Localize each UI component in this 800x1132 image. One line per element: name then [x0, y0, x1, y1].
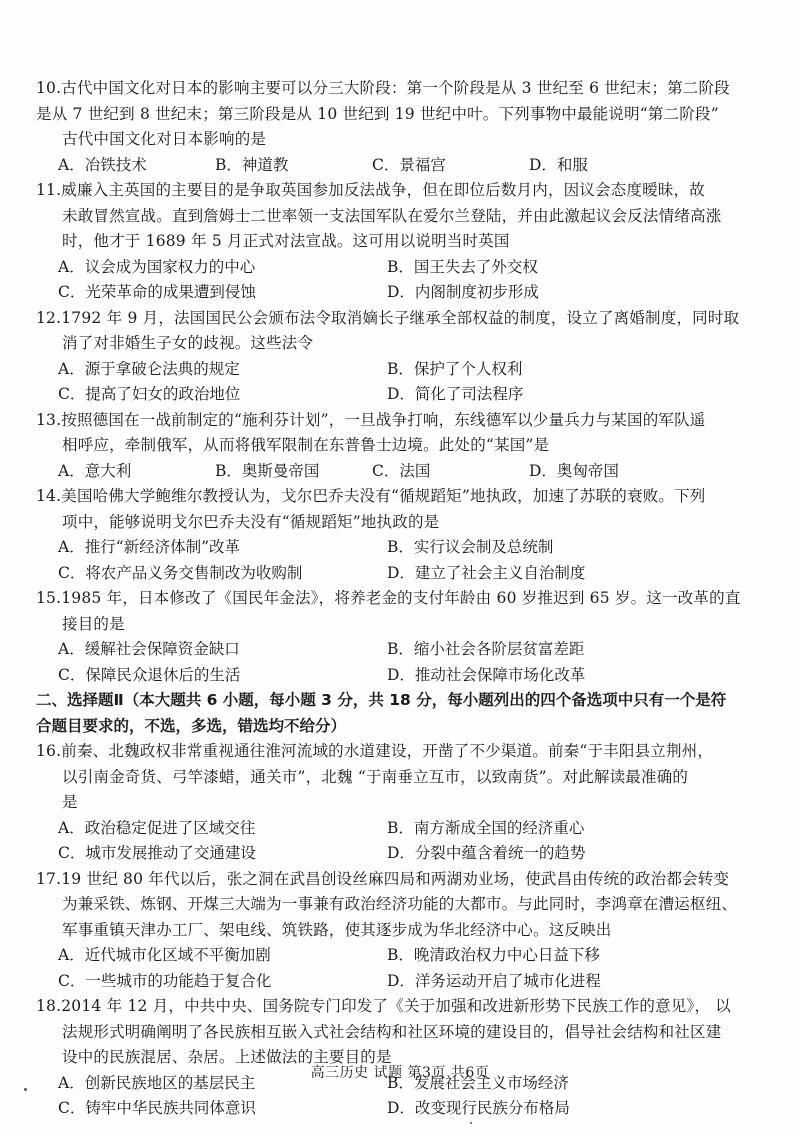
question-text-line: 接目的是: [62, 614, 125, 633]
question-text-line: 11.威廉入主英国的主要目的是争取英国参加反法战争，但在即位后数月内，因议会态度暧昧，故: [36, 181, 705, 199]
option-a: A．政治稳定促进了区域交往: [58, 818, 256, 837]
question-text-line: 17.19 世纪 80 年代以后，张之洞在武昌创设丝麻四局和两湖劝业场，使武昌由传统的政治都会转变: [36, 869, 730, 888]
options-row: [36, 561, 776, 587]
option-a: A．议会成为国家权力的中心: [58, 257, 256, 276]
question-text-line: 为兼采铁、炼钢、开煤三大端为一事兼有政治经济功能的大都市。与此同时，李鸿章在漕运枢纽、: [62, 895, 738, 913]
option-d: D．推动社会保障市场化改革: [387, 665, 586, 684]
option-a: A．源于拿破仑法典的规定: [58, 359, 240, 378]
option-d: D．改变现行民族分布格局: [387, 1099, 570, 1117]
question-11: [36, 178, 776, 306]
option-a: A．创新民族地区的基层民主: [58, 1073, 256, 1092]
question-text-line: 未敢冒然宣战。直到詹姆士二世率领一支法国军队在爱尔兰登陆，并由此激起议会反法情绪高涨: [62, 206, 722, 225]
question-text-line: 军事重镇天津办工厂、架电线、筑铁路，使其逐步成为华北经济中心。这反映出: [62, 920, 612, 939]
option-a: A．推行“新经济体制”改革: [58, 538, 241, 556]
option-b: B．国王失去了外交权: [387, 257, 538, 276]
question-text-line: 项中，能够说明戈尔巴乔夫没有“循规蹈矩”地执政的是: [62, 512, 440, 531]
page-footer: 高三历史 试题 第3页 共6页: [310, 1065, 490, 1081]
question-text-line: 是: [62, 793, 78, 811]
option-d: D．和服: [529, 155, 588, 174]
section-heading-line: 二、选择题Ⅱ（本大题共 6 小题，每小题 3 分，共 18 分，每小题列出的四个备选项中只有一个是符: [36, 691, 727, 709]
question-text-line: 是从 7 世纪到 8 世纪末；第三阶段是从 10 世纪到 19 世纪中叶。下列事物中最能说明“第二阶段”: [36, 104, 719, 123]
option-a: A．意大利: [58, 461, 132, 480]
question-text-line: 相呼应，牵制俄军，从而将俄军限制在东普鲁士边境。此处的“某国”是: [62, 436, 550, 454]
options-row: [36, 1096, 776, 1122]
question-14: [36, 484, 776, 586]
option-b: B．神道教: [215, 155, 289, 174]
options-row: [36, 382, 776, 408]
option-a: A．缓解社会保障资金缺口: [58, 640, 240, 658]
option-c: C．铸牢中华民族共同体意识: [58, 1099, 256, 1117]
option-d: D．洋务运动开启了城市化进程: [387, 971, 601, 990]
question-15: [36, 586, 776, 688]
option-b: B．缩小社会各阶层贫富差距: [387, 640, 585, 658]
option-b: B．实行议会制及总统制: [387, 538, 554, 556]
question-text-line: 法规形式明确阐明了各民族相互嵌入式社会结构和社区环境的建设目的，倡导社会结构和社区建: [62, 1022, 722, 1041]
option-a: A．冶铁技术: [58, 155, 147, 174]
scan-speck: [24, 1088, 27, 1091]
option-c: C．提高了妇女的政治地位: [58, 385, 241, 403]
option-d: D．简化了司法程序: [387, 385, 524, 403]
question-text-line: 古代中国文化对日本影响的是: [62, 130, 267, 148]
question-12: [36, 306, 776, 408]
question-text-line: 15.1985 年，日本修改了《国民年金法》，将养老金的支付年龄由 60 岁推迟到 65 岁。这一改革的直: [36, 589, 741, 607]
option-b: B．发展社会主义市场经济: [387, 1073, 569, 1092]
options-row: [36, 280, 776, 306]
question-text-line: 12.1792 年 9 月，法国国民公会颁布法令取消嫡长子继承全部权益的制度，设立了离婚制度，同时取: [36, 308, 740, 327]
section-heading: [36, 688, 776, 739]
options-row: [36, 969, 776, 995]
option-c: C．保障民众退休后的生活: [58, 665, 241, 684]
options-row: [36, 459, 776, 485]
question-10: [36, 76, 776, 178]
options-row: [36, 663, 776, 689]
option-c: C．法国: [372, 461, 431, 480]
option-c: C．城市发展推动了交通建设: [58, 844, 256, 862]
option-d: D．分裂中蕴含着统一的趋势: [387, 844, 586, 862]
option-d: D．内阁制度初步形成: [387, 283, 539, 301]
option-b: B．南方渐成全国的经济重心: [387, 818, 585, 837]
options-row: [36, 816, 776, 842]
question-text-line: 时，他才于 1689 年 5 月正式对法宣战。这可用以说明当时英国: [62, 232, 510, 250]
option-c: C．景福宫: [372, 155, 446, 174]
question-text-line: 设中的民族混居、杂居。上述做法的主要目的是: [62, 1048, 392, 1066]
question-18: [36, 994, 776, 1122]
options-row: [36, 943, 776, 969]
question-13: [36, 408, 776, 485]
option-c: C．光荣革命的成果遭到侵蚀: [58, 283, 256, 301]
options-row: [36, 357, 776, 383]
option-c: C．将农产品义务交售制改为收购制: [58, 563, 303, 582]
option-d: D．建立了社会主义自治制度: [387, 563, 586, 582]
options-row: [36, 535, 776, 561]
scan-speck: [470, 1122, 472, 1124]
option-b: B．晚清政治权力中心日益下移: [387, 946, 600, 964]
option-c: C．一些城市的功能趋于复合化: [58, 971, 272, 990]
section-heading-line: 合题目要求的，不选，多选，错选均不给分）: [36, 716, 347, 735]
question-text-line: 以引南金奇货、弓竿漆蜡，通关市”，北魏 “于南垂立互市，以致南货”。对此解读最准确的: [62, 767, 689, 786]
question-text-line: 16.前秦、北魏政权非常重视通往淮河流域的水道建设，开凿了不少渠道。前秦“于丰阳县立荆州，: [36, 742, 714, 760]
option-b: B．奥斯曼帝国: [215, 461, 320, 480]
option-a: A．近代城市化区域不平衡加剧: [58, 946, 271, 964]
options-row: [36, 637, 776, 663]
option-b: B．保护了个人权利: [387, 359, 523, 378]
question-text-line: 10.古代中国文化对日本的影响主要可以分三大阶段：第一个阶段是从 3 世纪至 6 世纪末；第二阶段: [36, 79, 730, 97]
questions-area: [36, 76, 776, 1122]
question-text-line: 13.按照德国在一战前制定的“施利芬计划”，一旦战争打响，东线德军以少量兵力与某国的军队遥: [36, 410, 706, 429]
question-text-line: 18.2014 年 12 月，中共中央、国务院专门印发了《关于加强和改进新形势下民族工作的意见》， 以: [36, 997, 731, 1015]
options-row: [36, 841, 776, 867]
question-text-line: 14.美国哈佛大学鲍维尔教授认为，戈尔巴乔夫没有“循规蹈矩”地执政，加速了苏联的衰败。下列: [36, 487, 706, 505]
question-16: [36, 739, 776, 867]
question-17: [36, 867, 776, 995]
options-row: [36, 255, 776, 281]
question-text-line: 消了对非婚生子女的歧视。这些法令: [62, 334, 314, 352]
options-row: [36, 153, 776, 179]
option-d: D．奥匈帝国: [529, 461, 619, 480]
